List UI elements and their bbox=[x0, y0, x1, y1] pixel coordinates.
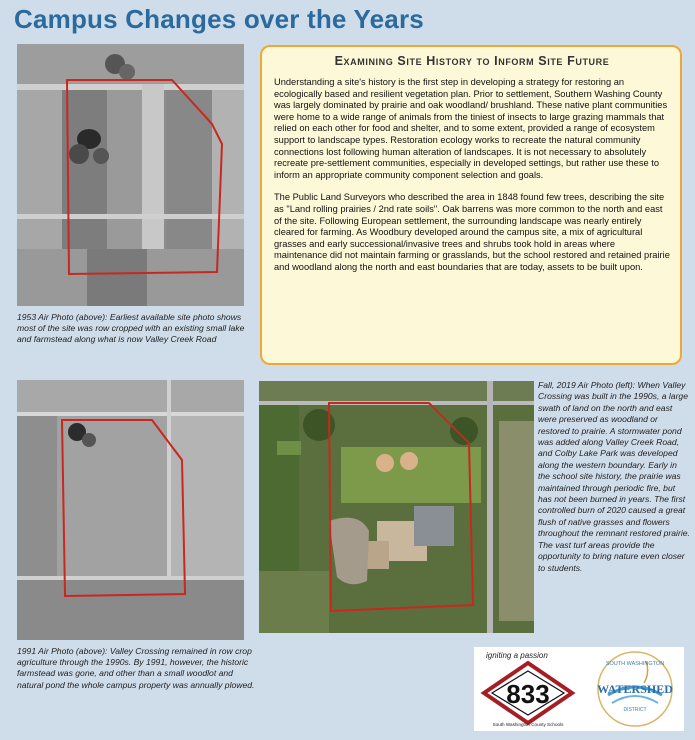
passion-tagline: igniting a passion bbox=[486, 651, 548, 660]
logos-panel bbox=[474, 647, 684, 731]
caption-2019: Fall, 2019 Air Photo (left): When Valley Crossing was built in the 1990s, a large swath of land on the north and east were preserved as woodland or restored to prairie. A stormwater pond was added along Valley Creek Road, and Colby Lake Park was developed along the western boundary. Early in the school site history, the prairie was maintained through periodic fire, but has not been burned in years. The first controlled burn of 2020 caused a great flush of native grasses and flowers throughout the remnant restored prairie. The vast turf areas provide the opportunity to bring nature even closer to students. bbox=[538, 380, 690, 573]
watershed-main-text: WATERSHED bbox=[597, 682, 673, 696]
watershed-emblem-icon bbox=[588, 649, 682, 729]
watershed-district-logo bbox=[588, 649, 682, 729]
watershed-top-text: SOUTH WASHINGTON bbox=[605, 661, 665, 667]
passion-number: 833 bbox=[506, 679, 550, 709]
caption-1953: 1953 Air Photo (above): Earliest available site photo shows most of the site was row cropped with an existing small lake and farmstead along what is now Valley Creek Road bbox=[17, 312, 245, 345]
caption-1991: 1991 Air Photo (above): Valley Crossing remained in row crop agriculture through the 1990s. By 1991, however, the historic farmstead was gone, and other than a small woodlot and natural pond the whole campus property was annually plowed. bbox=[17, 646, 255, 690]
page-title: Campus Changes over the Years bbox=[14, 4, 424, 34]
history-paragraph-1: Understanding a site's history is the first step in developing a strategy for restoring an ecologically based and resilient vegetation plan. Prior to settlement, Southern Washing County was largely dominated by prairie and oak woodland/ brushland. These native plant communities were home to a wide range of animals from the tiniest of insects to large grazing mammals that relied on each other for food and shelter, and to some extent, provided a range of ecosystem support to landscape types. Restoration ecology works to recreate the natural community connections lost following human alteration of landscapes. It is not necessary to absolutely recreate pre-settlement communities, especially in developed settings, but rather use these to inform an appropriate community component selection and goals. bbox=[274, 77, 668, 180]
passion-footer: South Washington County Schools bbox=[492, 722, 564, 727]
aerial-photo-1953 bbox=[17, 44, 244, 306]
aerial-photo-1991 bbox=[17, 380, 244, 640]
history-paragraph-2: The Public Land Surveyors who described the area in 1848 found few trees, describing the site as "Land rolling prairies / 2nd rate soils". Oak barrens was more common to the north and east of the site. Following European settlement, the surrounding landscape was nearly entirely cleared for farming. As Woodbury developed around the campus site, a mix of agricultural grasses and early successional/invasive trees and shrubs took hold in areas where maintenance did not maintain farming or grasslands, but the school restored and retained prairie and woodland along the north and east boundaries that are today, assets to be built upon. bbox=[274, 192, 670, 272]
history-box-heading: Examining Site History to Inform Site Future bbox=[334, 54, 610, 68]
watershed-bottom-text: DISTRICT bbox=[623, 707, 647, 713]
district-833-logo bbox=[480, 651, 576, 727]
diamond-emblem-icon bbox=[480, 659, 576, 729]
site-history-box bbox=[260, 45, 682, 365]
aerial-photo-2019 bbox=[259, 381, 534, 633]
